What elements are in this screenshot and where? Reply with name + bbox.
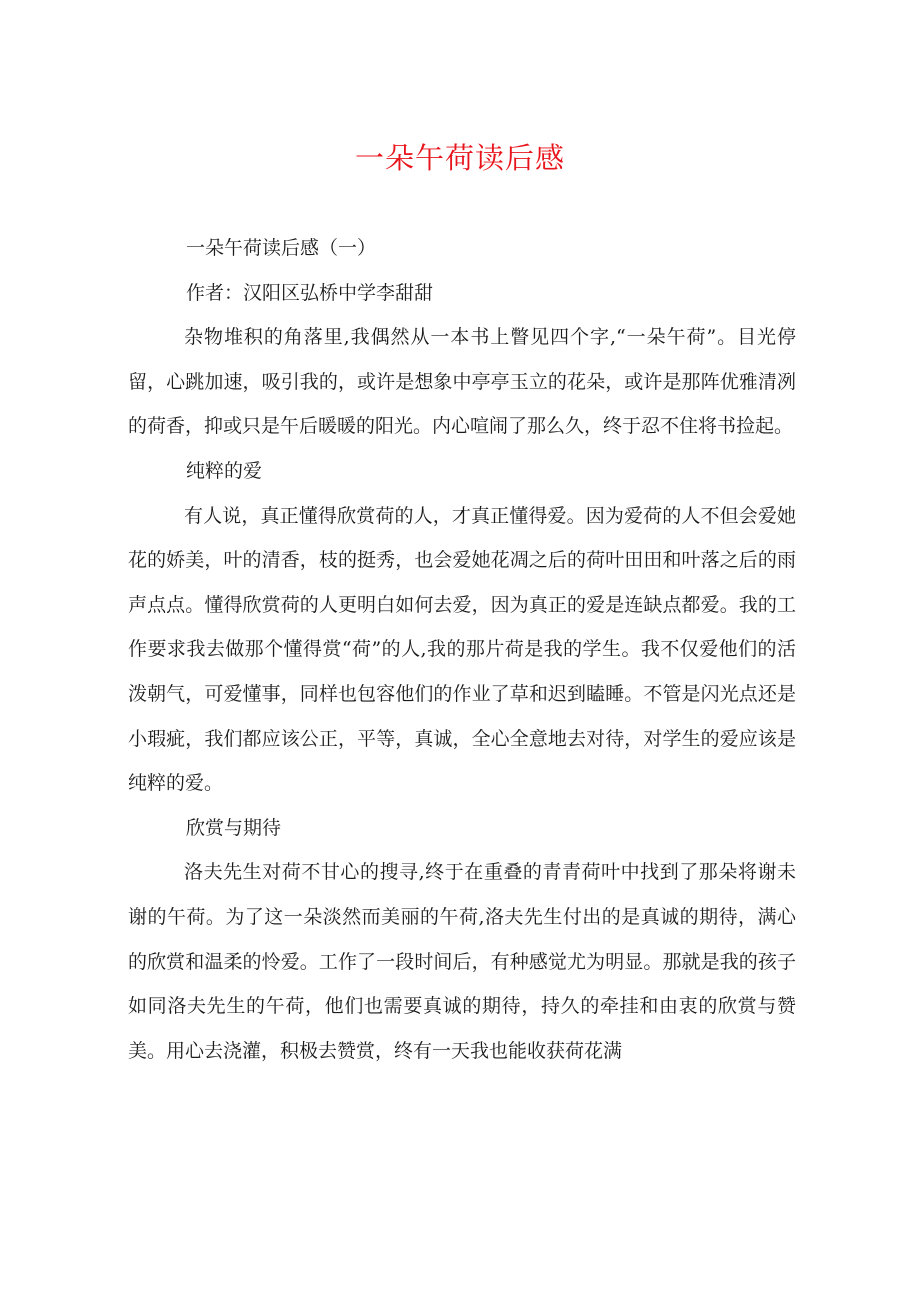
document-body (128, 226, 796, 1073)
paragraph-intro: 杂物堆积的角落里,我偶然从一本书上瞥见四个字,“一朵午荷”。目光停留，心跳加速，吸引我的，或许是想象中亭亭玉立的花朵，或许是那阵优雅清冽的荷香，抑或只是午后暖暖的阳光。内心喧闹了那么久，终于忍不住将书捡起。 (128, 326, 796, 438)
paragraph-pure-love: 有人说，真正懂得欣赏荷的人，才真正懂得爱。因为爱荷的人不但会爱她花的娇美，叶的清香，枝的挺秀，也会爱她花凋之后的荷叶田田和叶落之后的雨声点点。懂得欣赏荷的人更明白如何去爱，因为真正的爱是连缺点都爱。我的工作要求我去做那个懂得赏“荷”的人,我的那片荷是我的学生。我不仅爱他们的活泼朝气，可爱懂事，同样也包容他们的作业了草和迟到瞌睡。不管是闪光点还是小瑕疵，我们都应该公正，平等，真诚，全心全意地去对待，对学生的爱应该是纯粹的爱。 (128, 504, 796, 795)
document-subtitle: 一朵午荷读后感（一） (185, 237, 376, 259)
paragraph-appreciation: 洛夫先生对荷不甘心的搜寻,终于在重叠的青青荷叶中找到了那朵将谢未谢的午荷。为了这一朵淡然而美丽的午荷,洛夫先生付出的是真诚的期待，满心的欣赏和温柔的怜爱。工作了一段时间后，有种感觉尤为明显。那就是我的孩子如同洛夫先生的午荷，他们也需要真诚的期待，持久的牵挂和由衷的欣赏与赞美。用心去浇灌，积极去赞赏，终有一天我也能收获荷花满 (128, 861, 796, 1062)
section-heading-pure-love: 纯粹的爱 (185, 459, 262, 482)
document-title: 一朵午荷读后感 (354, 141, 565, 175)
section-heading-appreciation: 欣赏与期待 (185, 816, 281, 839)
document-author: 作者：汉阳区弘桥中学李甜甜 (185, 281, 433, 304)
